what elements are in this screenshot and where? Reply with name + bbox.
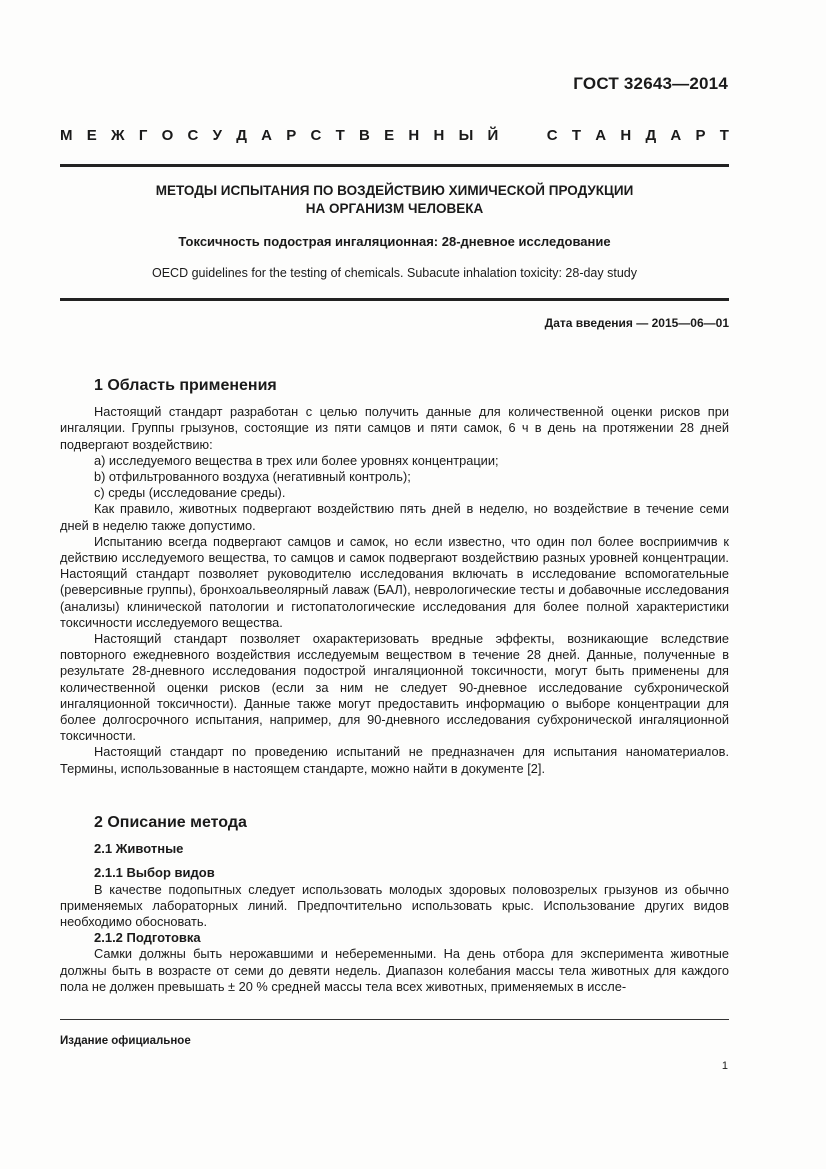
subsection-heading: 2.1.1 Выбор видов (94, 865, 215, 881)
paragraph: Настоящий стандарт позволяет охарактеризовать вредные эффекты, возникающие вследствие повторного ежедневного воздействия исследуемым веществом в течение 28 дней. Данные, полученные в результате 28-дневного исследования подострой ингаляционной токсичности, могут быть применены для количественной оценки рисков (если за ним не следует 90-дневное исследование субхронической ингаляционной токсичности). Данные также могут предоставить информацию о выборе концентрации для более долгосрочного испытания, например, для 90-дневного исследования субхронической ингаляционной токсичности. (60, 631, 729, 744)
banner-letter: М (60, 127, 73, 144)
title-rule (60, 298, 729, 301)
banner-letter: У (212, 127, 222, 144)
banner-letter: Р (695, 127, 706, 144)
banner-letter: Н (620, 127, 632, 144)
banner-letter: Н (408, 127, 420, 144)
banner-letter: В (359, 127, 370, 144)
gost-code: ГОСТ 32643—2014 (573, 74, 728, 93)
banner-letter: С (310, 127, 322, 144)
banner-letter: Г (138, 127, 148, 144)
section-method (60, 815, 729, 995)
english-title: OECD guidelines for the testing of chemicals. Subacute inhalation toxicity: 28-day study (152, 266, 637, 280)
document-title (60, 182, 729, 218)
banner-letter: А (670, 127, 682, 144)
banner-letter: Н (433, 127, 445, 144)
intro-date: Дата введения — 2015—06—01 (544, 316, 729, 330)
section-heading: 2 Описание метода (94, 814, 247, 831)
subsection-heading: 2.1.2 Подготовка (94, 930, 201, 946)
banner-letter: Д (645, 127, 657, 144)
list-item: c) среды (исследование среды). (94, 485, 286, 501)
list-item: b) отфильтрованного воздуха (негативный контроль); (94, 469, 411, 485)
paragraph: Настоящий стандарт разработан с целью получить данные для количественной оценки рисков при ингаляции. Группы грызунов, состоящие из пяти самцов и пяти самок, 6 ч в день на протяжении 28 дней подвергают воздействию: (60, 404, 729, 452)
footer-rule (60, 1019, 729, 1020)
banner-letter: Ж (111, 127, 125, 144)
paragraph: Испытанию всегда подвергают самцов и самок, но если известно, что один пол более восприимчив к действию исследуемого вещества, то самцов и самок подвергают воздействию разных уровней концентрации. Настоящий стандарт позволяет руководителю исследования включать в исследование вспомогательные (реверсивные группы), бронхоальвеолярный лаваж (БАЛ), неврологические тесты и добавочные исследования (анализы) клинической патологии и гистопатологические исследования для более полной характеристики токсичности исследуемого вещества. (60, 533, 729, 630)
header-rule (60, 164, 729, 167)
paragraph: Как правило, животных подвергают воздействию пять дней в неделю, но воздействие в течение семи дней в неделю также допустимо. (60, 501, 729, 533)
standard-type-banner (60, 127, 729, 144)
title-line-2: НА ОРГАНИЗМ ЧЕЛОВЕКА (305, 201, 484, 216)
banner-letter: Д (236, 127, 247, 144)
title-line-1: МЕТОДЫ ИСПЫТАНИЯ ПО ВОЗДЕЙСТВИЮ ХИМИЧЕСКОЙ ПРОДУКЦИИ (155, 183, 634, 198)
banner-letter: Р (286, 127, 297, 144)
page-number: 1 (721, 1060, 728, 1072)
document-subtitle: Токсичность подострая ингаляционная: 28-дневное исследование (178, 234, 611, 249)
paragraph: Настоящий стандарт по проведению испытаний не предназначен для испытания наноматериалов. Термины, использованные в настоящем стандарте, можно найти в документе [2]. (60, 744, 729, 776)
banner-gap (513, 127, 533, 144)
banner-letter: Т (719, 127, 729, 144)
edition-label: Издание официальное (60, 1035, 191, 1047)
banner-letter: С (187, 127, 199, 144)
banner-letter: С (546, 127, 558, 144)
banner-letter: Е (384, 127, 395, 144)
banner-letter: Т (335, 127, 345, 144)
paragraph: В качестве подопытных следует использовать молодых здоровых половозрелых грызунов из обычно применяемых лабораторных линий. Предпочтительно использовать крыс. Использование других видов необходимо обосновать. (60, 881, 729, 930)
section-scope (60, 378, 729, 777)
section-heading: 1 Область применения (94, 377, 277, 394)
banner-letter: А (595, 127, 607, 144)
banner-letter: О (161, 127, 174, 144)
paragraph: Самки должны быть нерожавшими и небеременными. На день отбора для эксперимента животные должны быть в возрасте от семи до девяти недель. Диапазон колебания массы тела животных для каждого пола не должен превышать ± 20 % средней массы тела всех животных, применяемых в иссле- (60, 946, 729, 994)
banner-letter: Т (571, 127, 582, 144)
subsection-heading: 2.1 Животные (94, 841, 184, 857)
banner-letter: Е (86, 127, 97, 144)
banner-letter: Й (487, 127, 499, 144)
list-item: a) исследуемого вещества в трех или более уровнях концентрации; (94, 452, 499, 468)
banner-letter: Ы (458, 127, 474, 144)
banner-letter: А (261, 127, 272, 144)
